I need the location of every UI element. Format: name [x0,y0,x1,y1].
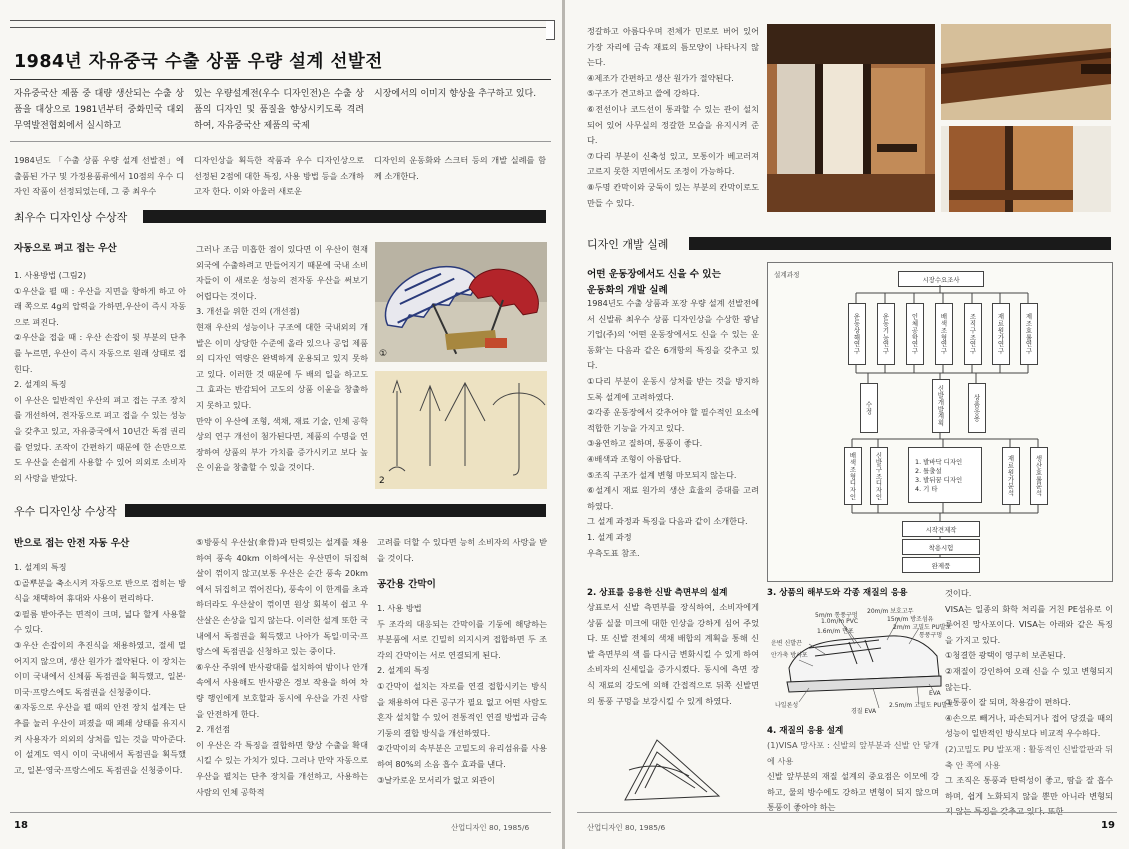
partition-corner-photo [941,126,1111,212]
lead-col-1: 1984년도 「수출 상품 우량 설계 선발전」에 출품된 가구 및 가정용품류에서 10점의 우수 디자인 작품이 선정되었는데, 그 중 최우수 [14,155,184,197]
shoe-label-10: 나일론성 [775,702,799,709]
visa-column: 것이다. VISA는 일종의 화학 처리를 거친 PE섬유로 이루어진 망사포이다. VISA는 아래와 같은 특징을 가지고 있다. ①청결한 광택이 영구히 보존된다. ②재질이 강인하여 오래 신을 수 있고 변형되지 않는다. ③통풍이 잘 되며, 착용감이 편하다. ④손으로 빼거나, 파손되거나 접어 당겼을 때의 성능이 일반적인 방식보다 비교적 우수하다. (2)고밀도 PU 발포재 : 활동적인 신발깔판과 뒤축 안 쪽에 사용 그 조직은 통풍과 탄력성이 좋고, 땀을 잘 흡수하며, 쉽게 노화되지 않을 뿐만 아니라 변형되 [945,588,1116,801]
design-list-item-4: 4. 기 타 [915,485,938,493]
product1-title: 자동으로 펴고 접는 우산 [14,243,117,254]
sec4-title: 4. 재질의 응용 설계 [767,726,844,736]
page-number-right: 19 [1101,820,1115,831]
node-col-7: 제조효률연구 [1020,303,1038,365]
section-excellent-bar [125,504,546,517]
product2-title: 반으로 접는 안전 자동 우산 [14,538,130,549]
page-number-left: 18 [14,820,28,831]
product2-col-3b: 1. 사용 방법 두 조각의 대응되는 간막이를 기둥에 해당하는 부분품에 서로 긴밀히 의지시켜 접합하면 두 조각의 간막이는 서로 연결되게 된다. 2. 설계의 특징 ①간막이 설치는 자로를 연결 접합시키는 방식을 채용하여 다른 공구가 필요 없고 어떤 사람도 혼자 설치할 수 있어 전통적인 연결 방법과 금속기둥의 결합 방식을 개선하였다. ②간막이의 속부분은 고밀도의 유리섬유를 사용하여 80%의 소음 흡수 효과를 낸다. ③날카로운 모서리가 없고 외관이 [377,603,550,785]
bottom-rule-right [577,812,1117,813]
umbrella-diagram [375,371,547,489]
node-col-6: 재료원가연구 [992,303,1010,365]
bottom-rule [10,812,551,813]
shoe-label-5: 15m/m 방조섬유 [887,616,934,623]
node-design-list [908,447,982,503]
node-material-cost: 재료원가분석 [1002,447,1020,505]
product2-col-3a: 고려를 더할 수 있다면 능히 소비자의 사랑을 받을 것이다. [377,537,547,563]
node-revise: 수정 [860,383,878,433]
shoe-diagram [769,604,954,716]
sec4-body: (1)VISA 망사포 : 신발의 앞부분과 신발 안 닿개에 사용 신발 앞부분의 재질 설계의 중요점은 이모에 강하고, 물의 방수에도 강하고 변형이 되지 않으며 통풍이 좋아야 하는 [767,740,942,813]
shoe-label-13: EVA [929,690,941,697]
product2-col-2: ⑤방풍식 우산살(傘骨)과 탄력있는 설계를 채용하여 풍속 40km 이하에서는 우산면이 뒤집혀 살이 꺾이지 않고(보통 우산은 순간 풍속 20km에서 뒤집히고 꺾어진다), 풍속이 이 한계를 초과하더라도 우산살이 꺾이면 원상 회복이 쉽고 우산살은 손상을 입지 않는다. 이러한 설계 또한 국내에서 독점권을 획득했고 나아가 독일·미국·프랑스에 독점권을 신청하고 있는 중이다. ⑥우산 주위에 반사광대를 설치하여 밤이나 안개 속에서 사용해도 반사광은 경보 작용을 하여 차량 행인에게 보호할과 동시에 우산을 가진 사람을 안전하게 한다. 2. 개선점 이 우산은 각 특징을 결합하면 향상 수출을 확대시킬 수 있는 가치가 있다. 그러나 만약 자동으로 우산을 펼치는 단추 장치를 개선하고, 사용하는 사람의 인체 공학적 [196,537,371,797]
node-production-efficiency: 생산효률분석 [1030,447,1048,505]
brand-logo-sketch [615,730,727,806]
umbrella-photo [375,242,547,362]
running-footer-right: 산업디자인 80, 1985/6 [587,823,666,832]
page-title: 1984년 자유중국 수출 상품 우량 설계 선발전 [14,52,383,72]
node-shoe-plan: 신발개발계획 [932,379,950,433]
chart-title: 설계과정 [774,271,800,279]
running-footer-left: 산업디자인 80, 1985/6 [451,823,530,832]
example-body: 1984년도 수출 상품과 포장 우량 설계 선발전에서 신발류 최우수 상품 디자인상을 수상한 광남기업(주)의 '어떤 운동장에서도 신을 수 있는 운동화'는 다음과 같은 6개항의 특징을 갖추고 있다. ①다리 부분이 운동시 상처를 받는 것을 방지하도록 설계에 고려하였다. ②각종 운동장에서 갖추어야 할 필수적인 요소에 적합한 기능을 가지고 있다. ③융연하고 질하며, 통풍이 좋다. ④배색과 조형이 아름답다. ⑤조직 구조가 설계 변형 마모되지 않는다. ⑥설계시 재료 원가의 생산 효율의 증대를 고려하였다. 그 설계 과정과 특징을 다음과 같이 소개한다. 1. 설계 과정 우측도표 참조. [587,298,762,558]
shoe-label-11: 경질 EVA [851,708,877,715]
title-rule [10,79,551,80]
shoe-label-7: 통풍구멍 [919,632,943,639]
partition-continued: 정갈하고 아름다우며 전체가 민로로 버어 있어 가장 자리에 금속 재료의 틈모양이 나타나지 않는다. ④제조가 간편하고 생산 원가가 절약된다. ⑤구조가 견고하고 쓸에 강하다. ⑥전선이나 코드선이 통과할 수 있는 관이 설치되어 있어 사무실의 정갈한 모습을 유지시켜 준다. ⑦다리 부분이 신축성 있고, 모통이가 베고러져 고르지 못한 지면에서도 조정이 가능하다. ⑧두명 칸막이와 궁둑이 있는 부분의 칸막이로도 만들 수 있다. [587,26,762,208]
node-product-application: 상품응용 [968,383,986,433]
lead-col-3: 디자인의 운동화와 스크터 등의 개발 실례를 함께 소개한다. [374,155,546,181]
left-page [0,0,562,849]
shoe-label-1: 5m/m 통풍구멍 [815,612,858,619]
node-structure-design: 신발구조디자인 [870,447,888,505]
node-finished-product: 완제품 [902,557,980,573]
section-dev-label: 디자인 개발 실례 [587,238,669,251]
top-rule [10,20,551,28]
shoe-label-8: 운변 신발끈 [771,640,802,647]
example-title-1: 어떤 운동장에서도 신을 수 있는 [587,269,721,280]
product3-title: 공간용 간막이 [377,579,436,590]
design-list-item-3: 3. 발뒤꿈 디자인 [915,476,963,484]
node-color-design: 배색조형디자인 [844,447,862,505]
product2-col-1: 1. 설계의 특징 ①골뿌분을 축소시켜 자동으로 반으로 접히는 방식을 채택하여 휴대와 사용이 편리하다. ②필름 받아주는 면적이 크며, 넓다 할게 사용할 수 있다. ③우산 손잡이의 추진식을 채용하였고, 절세 멀어지지 않으며, 생산 원가가 절약된다. 이 장치는 이미 국내에서 신체품 독점권을 획득했고, 일본·미국·프랑스에도 독점권을 신청중이다. ④자동으로 우산을 펼 때의 안전 장치 설계는 단추를 눌러 우산이 펴졌을 때 폐쇄 상태를 유지시켜 사용자가 의외의 상처를 입는 것을 막아준다. 이 설계도 역시 이미 국내에서 독점권을 획득했고, 일본·영국·프랑스에도 독점권을 신청중이다. [14,562,189,775]
shoe-label-3: 1.6m/m 면포 [817,628,854,635]
node-col-5: 조직구조연구 [964,303,982,365]
node-col-3: 인체공학연구 [906,303,924,365]
section-excellent-label: 우수 디자인상 수상작 [14,505,117,518]
corner-box [546,20,555,40]
shoe-label-12: 2.5m/m 고밀도 PU발포 [889,702,954,709]
design-process-chart [767,262,1113,582]
lead-col-2: 디자인상을 획득한 작품과 우수 디자인상으로 선정된 2점에 대한 특징, 사용 방법 등을 소개하고자 한다. 이와 아울러 새로운 [194,155,364,197]
right-page [565,0,1129,849]
shoe-label-9: 안가축 방사포 [771,652,808,659]
partition-office-photo [767,24,935,212]
node-col-4: 배색조형연구 [935,303,953,365]
shoe-label-6: 2m/m 고밀도 PU발포 [893,624,952,631]
node-col-2: 운동기능연구 [877,303,895,365]
design-list-item-2: 2. 틀출설 [915,467,942,475]
section-best-bar [143,210,546,223]
intro-rule [10,141,551,142]
figure2-number: 2 [379,476,385,486]
sec2-title: 2. 상표를 응용한 신발 측면부의 설계 [587,588,728,598]
figure1-number: ① [379,349,388,359]
intro-col-1: 자유중국산 제품 중 대량 생산되는 수출 상품을 대상으로 1981년부터 중화민국 대외무역발전협회에서 실시하고 [14,89,184,131]
intro-col-2: 있는 우량설계전(우수 디자인전)은 수출 상품의 디자인 및 품질을 향상시키도록 격려하여, 자유중국산 제품의 국제 [194,89,364,131]
intro-col-3: 시장에서의 이미지 향상을 추구하고 있다. [374,89,537,99]
node-prototype: 시작견제작 [902,521,980,537]
section-best-label: 최우수 디자인상 수상작 [14,211,128,224]
shoe-label-2: 1.0m/m PVC [821,618,859,625]
partition-edge-photo [941,24,1111,120]
node-market-research: 시장수요조사 [898,271,984,287]
node-wear-test: 착용시험 [902,539,980,555]
sec3-title: 3. 상품의 해부도와 각종 재질의 응용 [767,588,908,598]
product1-col-1: 1. 사용방법 (그림2) ①우산을 펼 때 : 우산을 지면을 향하게 하고 아래 쪽으로 4g의 압력을 가하면,우산이 즉시 자동으로 펴진다. ②우산을 접을 때 : 우산 손잡이 뒷 부분의 단추를 누르면, 우산이 즉시 자동으로 원래 상태로 접힌다. 2. 설계의 특징 이 우산은 일반적인 우산의 펴고 접는 구조 장치를 개선하여, 전자동으로 펴고 접을 수 있는 성능을 갖추고 있고, 자유중국에서 10년간 독점 권리를 얻었다. 조작이 간편하기 때문에 한 손만으로도 우산을 손쉽게 사용할 수 있어 의외로 소비자의 사랑을 받았다. [14,270,186,483]
node-col-1: 운동상해연구 [848,303,866,365]
sec2-body: 상표로서 신발 측면부를 장식하여, 소비자에게 상품 실물 미크에 대한 인상을 강하게 심어 주었다. 또 신발 전체의 색채 배합의 계획을 통해 신발 측면부의 색 틀 다시금 변화시킬 수 있게 하여 소비자의 신세일을 증가시켰다. 동시에 측면 장식 재료의 강도에 의해 간접적으로 뒤쪽 신발면의 통풍 구멍을 보강시킬 수 있게 하였다. [587,602,759,706]
design-list-item-1: 1. 발바닥 디자인 [915,458,963,466]
product1-col-2: 그러나 조금 미흡한 점이 있다면 이 우산이 현재 외국에 수출하려고 만들어지기 때문에 국내 소비자들이 이 새로운 성능의 전자동 우산을 써보기 어렵다는 것이다. 3. 개선을 위한 건의 (개선점) 현재 우산의 성능이나 구조에 대한 국내외의 개발은 이미 상당한 수준에 올라 있으나 공업 제품의 디자인 역량은 완벽하게 운용되고 있지 못하고 있다. 이러한 것 때문에 두 배의 일을 하고도 그 효과는 반감되어 고도의 상품 이윤을 창출하지 못하고 있다. 만약 이 우산에 조형, 색채, 재료 기술, 인체 공학상의 연구 개선이 첨가된다면, 제품의 수명을 연장하여 상품의 부가 가치를 증가시키고 보다 높은 이윤을 창출할 수 있을 것이다. [196,244,371,473]
example-title-2: 운동화의 개발 실례 [587,285,668,296]
section-dev-bar [689,237,1111,250]
shoe-label-4: 20m/m 보호고무 [867,608,914,615]
